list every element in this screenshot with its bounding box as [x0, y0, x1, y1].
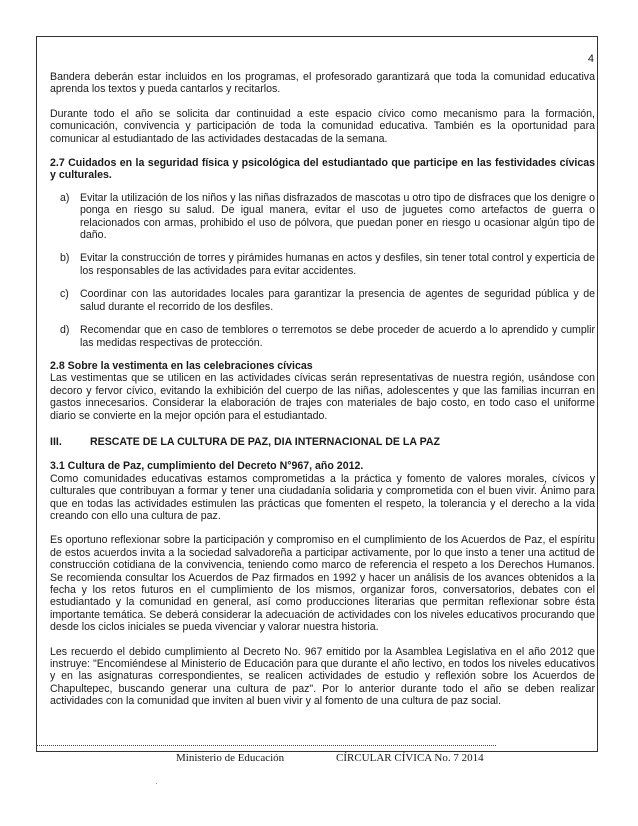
footer-divider: [36, 745, 496, 746]
list-marker: d): [60, 324, 70, 337]
list-text: Recomendar que en caso de temblores o terremotos se debe proceder de acuerdo a lo aprendido y cumplir las medidas respectivas de protección.: [80, 324, 595, 349]
section-iii-title: [50, 436, 595, 448]
list-item: [50, 252, 595, 277]
footer-ministry: Ministerio de Educación: [176, 752, 285, 764]
list-item: [50, 288, 595, 313]
list-item: [50, 324, 595, 349]
list-text: Coordinar con las autoridades locales para garantizar la presencia de agentes de seguridad pública y de salud durante el recorrido de los desfiles.: [80, 288, 595, 313]
footer-circular: CÍRCULAR CÍVICA No. 7 2014: [336, 752, 484, 764]
list-text: Evitar la utilización de los niños y las niñas disfrazados de mascotas u otro tipo de disfraces que los denigre o ponga en riesgo su salud. De igual manera, evitar el uso de juguetes como artefactos de guerra o relacionados con armas, prohibido el uso de pólvora, que puedan poner en riesgo u ocasionar algún tipo de daño.: [80, 191, 595, 242]
section-3-1-heading: 3.1 Cultura de Paz, cumplimiento del Decreto N°967, año 2012.: [50, 460, 364, 473]
list-marker: c): [60, 288, 69, 301]
document-body: [50, 71, 595, 720]
page-frame: [36, 36, 598, 752]
section-3-1-paragraph-3: Les recuerdo el debido cumplimiento al Decreto No. 967 emitido por la Asamblea Legislativa en el año 2012 que instruye: "Encomiéndese al Ministerio de Educación para que durante el año lectivo, en todos los niveles educativos y en las asignaturas correspondientes, se realicen actividades de estudio y reflexión sobre los Acuerdos de Chapultepec, buscando generar una cultura de paz". Por lo anterior durante todo el año se deben realizar actividades con la comunidad que inviten al buen vivir y al fomento de una cultura de paz social.: [50, 645, 595, 708]
section-iii-text: RESCATE DE LA CULTURA DE PAZ, DIA INTERNACIONAL DE LA PAZ: [90, 435, 440, 448]
section-2-8-heading: 2.8 Sobre la vestimenta en las celebraciones cívicas: [50, 359, 313, 372]
section-2-7-list: [50, 192, 595, 349]
section-3-1-paragraph-1: Como comunidades educativas estamos comprometidas a la práctica y fomento de valores morales, cívicos y culturales que contribuyan a formar y tener una ciudadanía solidaria y comprometida con el buen vivir. Ánimo para que en todas las actividades estimulen las prácticas que fomenten el respeto, la tolerancia y el derecho a la vida creando con ello una cultura de paz.: [50, 472, 595, 522]
stray-mark: ·: [155, 778, 158, 788]
intro-paragraph-1: Bandera deberán estar incluidos en los programas, el profesorado garantizará que toda la comunidad educativa aprenda los textos y pueda cantarlos y recitarlos.: [50, 71, 595, 96]
intro-paragraph-2: Durante todo el año se solicita dar continuidad a este espacio cívico como mecanismo para la formación, comunicación, convivencia y participación de toda la comunidad educativa. También es la oportunidad para comunicar al estudiantado de las actividades destacadas de la semana.: [50, 107, 595, 145]
section-3-1-paragraph-2: Es oportuno reflexionar sobre la participación y compromiso en el cumplimiento de los Acuerdos de Paz, el espíritu de estos acuerdos invita a la sociedad salvadoreña a participar activamente, por lo que insto a tener una actitud de construcción cotidiana de la convivencia, teniendo como marco de referencia el respeto a los Derechos Humanos. Se recomienda consultar los Acuerdos de Paz firmados en 1992 y hacer un análisis de los avances obtenidos a la fecha y los retos futuros en el cumplimiento de los mismos, organizar foros, conversatorios, debates con el estudiantado y la comunidad en general, así como producciones literarias que permitan reflexionar sobre ésta importante temática. Se deberá considerar la adecuación de actividades con los niveles educativos procurando que desde los ciclos iniciales se pueda vivenciar y valorar nuestra historia.: [50, 534, 595, 634]
list-marker: b): [60, 252, 70, 265]
section-2-7-heading: 2.7 Cuidados en la seguridad física y psicológica del estudiantado que participe en las festividades cívicas y culturales.: [50, 157, 595, 182]
list-item: [50, 192, 595, 242]
page-number: 4: [587, 53, 594, 65]
section-2-8-paragraph: Las vestimentas que se utilicen en las actividades cívicas serán representativas de nuestra región, usándose con decoro y fervor cívico, evitando la exhibición del cuerpo de las niñas, adolescentes y que las familias incurran en gastos innecesarios. Considerar la elaboración de trajes con materiales de bajo costo, en todo caso el uniforme diario se convierte en la mejor opción para el estudiantado.: [50, 372, 595, 422]
list-marker: a): [60, 191, 70, 204]
list-text: Evitar la construcción de torres y pirámides humanas en actos y desfiles, sin tener total control y experticia de los responsables de las actividades para evitar accidentes.: [80, 252, 595, 277]
section-iii-number: III.: [50, 435, 62, 448]
